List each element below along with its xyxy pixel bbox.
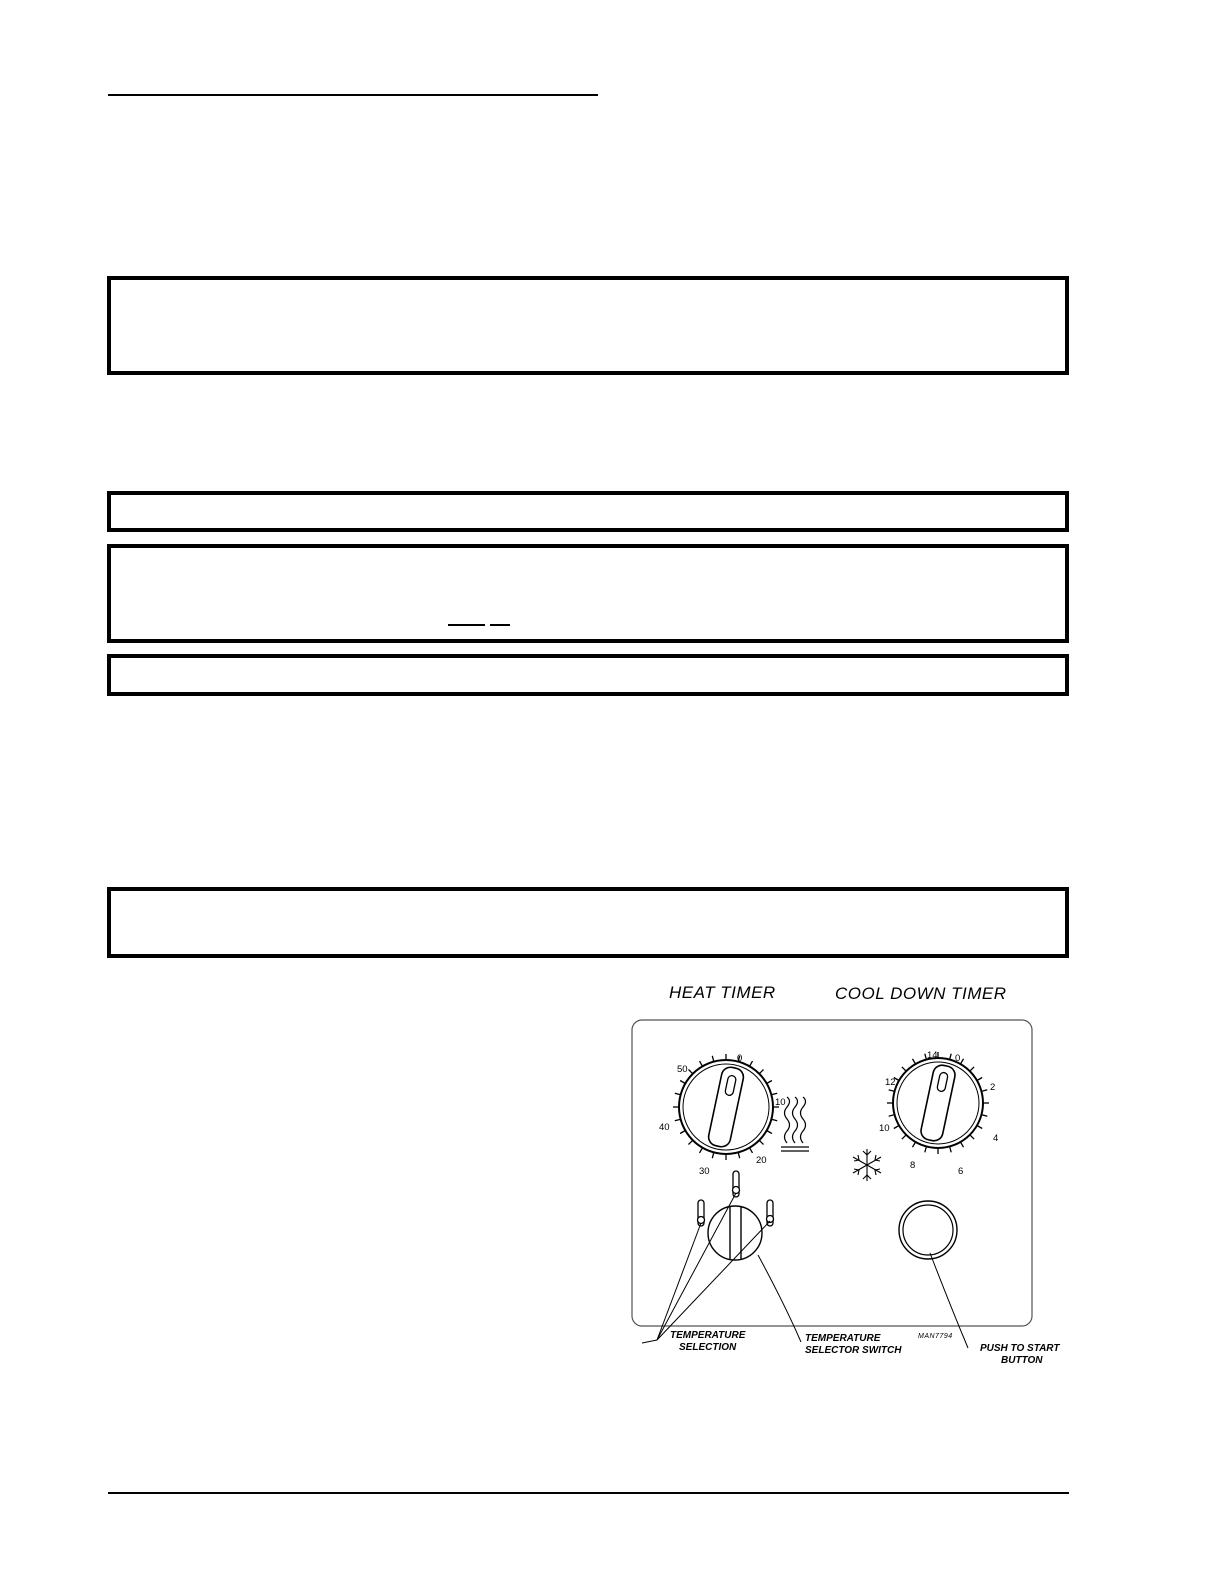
selector-switch-label-1: TEMPERATURE — [805, 1333, 881, 1344]
heat-dial-num-40: 40 — [659, 1122, 670, 1133]
push-to-start-button[interactable] — [899, 1201, 957, 1259]
temperature-selection-label-1: TEMPERATURE — [670, 1330, 746, 1341]
heat-dial-num-10: 10 — [775, 1097, 786, 1108]
heat-dial-num-20: 20 — [756, 1155, 767, 1166]
cool-dial-num-8: 8 — [910, 1160, 916, 1171]
bottom-rule — [108, 1492, 1069, 1494]
drawing-code: MAN7794 — [918, 1333, 953, 1340]
control-panel-diagram — [615, 975, 1085, 1395]
cool-dial-num-6: 6 — [958, 1166, 964, 1177]
warning-box-1 — [107, 276, 1069, 375]
cool-dial-num-12: 12 — [885, 1077, 896, 1088]
cool-dial-num-2: 2 — [990, 1082, 996, 1093]
note-box-1 — [107, 491, 1069, 532]
control-panel — [632, 1020, 1032, 1326]
note-box-2 — [107, 654, 1069, 696]
warning-box-2 — [107, 544, 1069, 643]
warning-box-3 — [107, 887, 1069, 958]
underline-mark-2 — [490, 624, 510, 626]
underline-mark-1 — [448, 624, 485, 626]
cool-down-timer-title: COOL DOWN TIMER — [835, 984, 1007, 1003]
push-button-label-1: PUSH TO START — [980, 1343, 1060, 1354]
selector-switch-label-2: SELECTOR SWITCH — [805, 1345, 902, 1356]
temperature-selector-switch[interactable] — [708, 1206, 762, 1260]
heat-dial-num-50: 50 — [677, 1064, 688, 1075]
top-rule — [108, 94, 598, 96]
cool-dial-num-14: 14 — [927, 1050, 938, 1061]
cool-dial-num-10: 10 — [879, 1123, 890, 1134]
heat-timer-title: HEAT TIMER — [669, 983, 776, 1002]
push-button-label-2: BUTTON — [1001, 1355, 1043, 1366]
snowflake-icon — [853, 1149, 881, 1181]
cool-dial-num-4: 4 — [993, 1133, 999, 1144]
temperature-selection-label-2: SELECTION — [679, 1342, 737, 1353]
heat-timer-dial[interactable] — [673, 1054, 779, 1160]
heat-dial-num-0: 0 — [737, 1053, 743, 1064]
cool-dial-num-0: 0 — [955, 1053, 961, 1064]
heat-dial-num-30: 30 — [699, 1166, 710, 1177]
cool-down-timer-dial[interactable] — [887, 1052, 989, 1154]
